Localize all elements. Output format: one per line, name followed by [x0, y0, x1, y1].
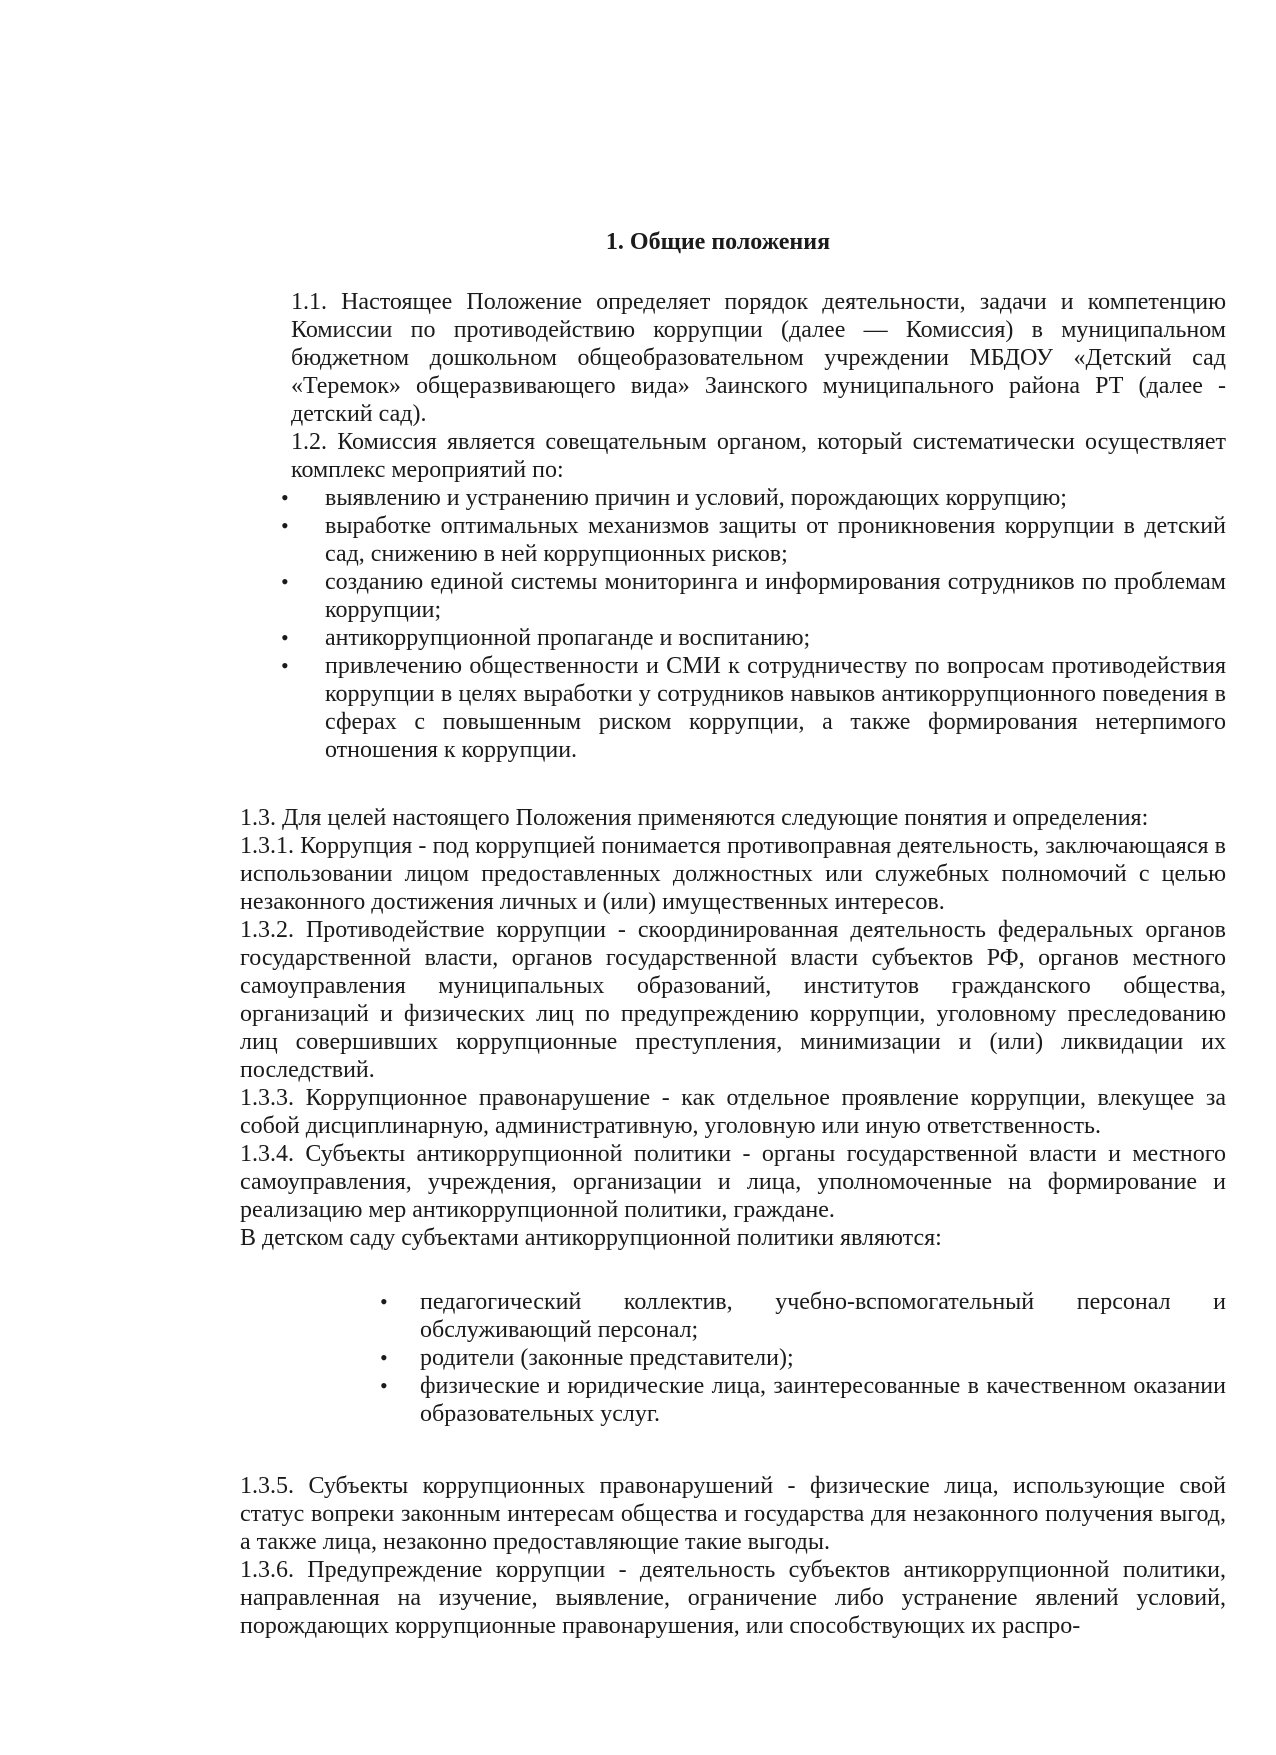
section-title: 1. Общие положения — [605, 229, 831, 255]
paragraph-1-3-6: 1.3.6. Предупреждение коррупции - деятельность субъектов антикоррупционной политики, направленная на изучение, выявление, ограничение либо устранение явлений условий, порождающих коррупционные правонарушения, или способствующих их распро- — [240, 1557, 1226, 1639]
subjects-list — [380, 1288, 1226, 1428]
paragraph-1-3: 1.3. Для целей настоящего Положения применяются следующие понятия и определения: — [240, 805, 1149, 831]
section-1-3 — [240, 804, 1226, 1428]
paragraph-1-3-5: 1.3.5. Субъекты коррупционных правонарушений - физические лица, использующие свой статус вопреки законным интересам общества и государства для незаконного получения выгод, а также лица, незаконно предоставляющие такие выгоды. — [240, 1473, 1226, 1555]
subjects-intro: В детском саду субъектами антикоррупционной политики являются: — [240, 1225, 942, 1251]
list-item: • выявлению и устранению причин и условий, порождающих коррупцию; — [281, 484, 1226, 512]
list-item: • выработке оптимальных механизмов защиты от проникновения коррупции в детский сад, снижению в ней коррупционных рисков; — [281, 512, 1226, 568]
paragraph-1-2: 1.2. Комиссия является совещательным органом, который систематически осуществляет комплекс мероприятий по: — [291, 429, 1226, 483]
section-1-1-1-2 — [291, 288, 1226, 764]
paragraph-1-3-2: 1.3.2. Противодействие коррупции - скоординированная деятельность федеральных органов государственной власти, органов государственной власти субъектов РФ, органов местного самоуправления муниципальных образований, институтов гражданского общества, организаций и физических лиц по предупреждению коррупции, уголовному преследованию лиц совершивших коррупционные преступления, минимизации и (или) ликвидации их последствий. — [240, 917, 1226, 1083]
list-item: • физические и юридические лица, заинтересованные в качественном оказании образовательных услуг. — [380, 1372, 1226, 1428]
commission-activities-list — [281, 484, 1226, 764]
list-item: • педагогический коллектив, учебно-вспомогательный персонал и обслуживающий персонал; — [380, 1288, 1226, 1344]
paragraph-1-3-1: 1.3.1. Коррупция - под коррупцией понимается противоправная деятельность, заключающаяся в использовании лицом предоставленных должностных или служебных полномочий с целью незаконного достижения личных и (или) имущественных интересов. — [240, 833, 1226, 915]
paragraph-1-3-4: 1.3.4. Субъекты антикоррупционной политики - органы государственной власти и местного самоуправления, учреждения, организации и лица, уполномоченные на формирование и реализацию мер антикоррупционной политики, граждане. — [240, 1141, 1226, 1223]
list-item: • антикоррупционной пропаганде и воспитанию; — [281, 624, 1226, 652]
list-item: • привлечению общественности и СМИ к сотрудничеству по вопросам противодействия коррупции в целях выработки у сотрудников навыков антикоррупционного поведения в сферах с повышенным риском коррупции, а также формирования нетерпимого отношения к коррупции. — [281, 652, 1226, 764]
paragraph-1-1: 1.1. Настоящее Положение определяет порядок деятельности, задачи и компетенцию Комиссии по противодействию коррупции (далее — Комиссия) в муниципальном бюджетном дошкольном общеобразовательном учреждении МБДОУ «Детский сад «Теремок» общеразвивающего вида» Заинского муниципального района РТ (далее - детский сад). — [291, 289, 1226, 427]
paragraph-1-3-3: 1.3.3. Коррупционное правонарушение - как отдельное проявление коррупции, влекущее за собой дисциплинарную, административную, уголовную или иную ответственность. — [240, 1085, 1226, 1139]
list-item: • созданию единой системы мониторинга и информирования сотрудников по проблемам коррупции; — [281, 568, 1226, 624]
list-item: • родители (законные представители); — [380, 1344, 1226, 1372]
section-1-3-5-1-3-6 — [240, 1472, 1226, 1640]
